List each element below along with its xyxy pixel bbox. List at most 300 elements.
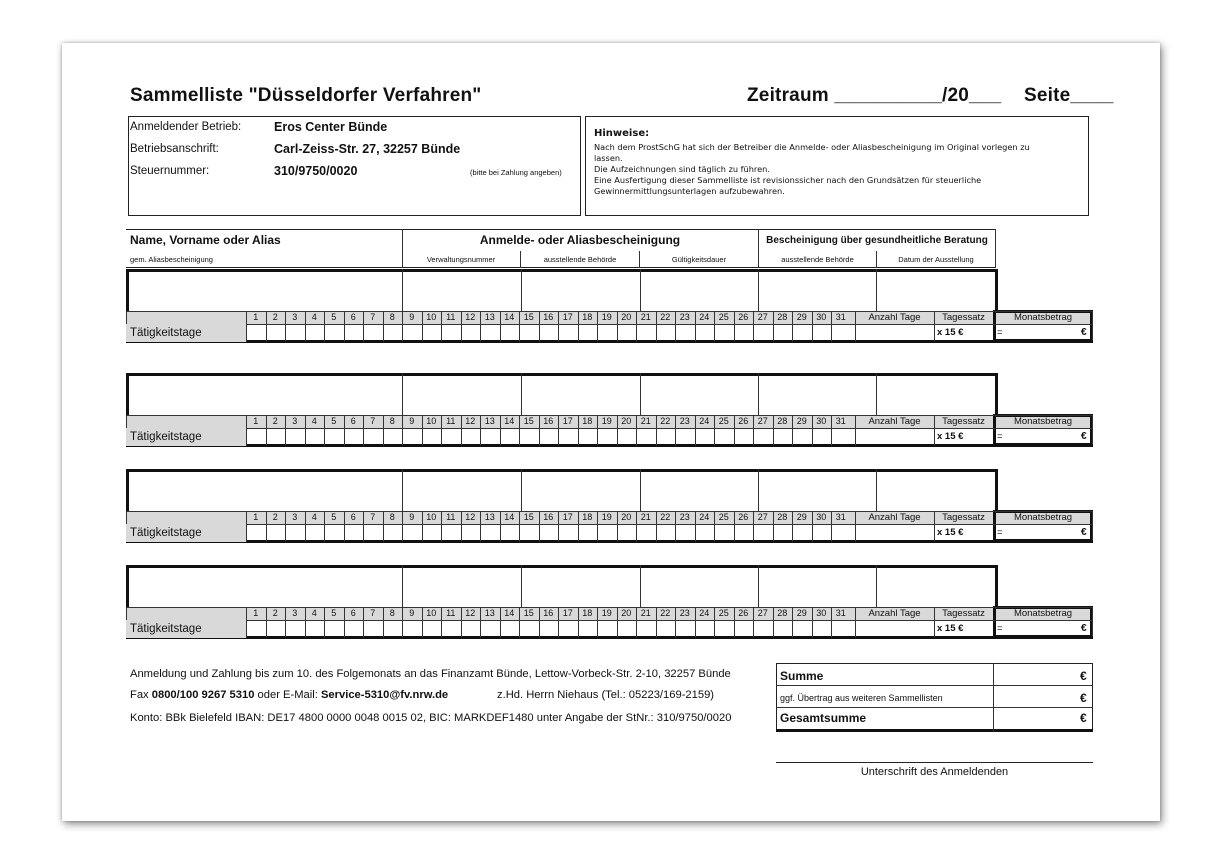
day-entry-cell[interactable] [267, 325, 285, 340]
day-entry-cell[interactable] [559, 525, 577, 540]
day-number: 15 [523, 608, 534, 618]
day-entry-cell[interactable] [735, 525, 753, 540]
totals-rule [776, 707, 1093, 708]
day-entry-cell[interactable] [579, 325, 597, 340]
day-number: 30 [816, 512, 827, 522]
day-number: 2 [272, 608, 278, 618]
day-number: 11 [446, 416, 456, 426]
day-entry-cell[interactable] [774, 325, 792, 340]
day-number: 19 [601, 312, 612, 322]
day-number: 13 [484, 512, 495, 522]
monatsbetrag-equals: = [997, 327, 1003, 338]
day-entry-cell[interactable] [754, 429, 772, 444]
entry-divider [640, 373, 641, 415]
day-entry-cell[interactable] [696, 325, 714, 340]
day-entry-cell[interactable] [364, 525, 382, 540]
day-number: 25 [718, 416, 729, 426]
totals-rule [776, 685, 1093, 686]
uebertrag-label: ggf. Übertrag aus weiteren Sammellisten [780, 693, 943, 703]
day-entry-cell[interactable] [462, 525, 480, 540]
day-entry-cell[interactable] [501, 525, 519, 540]
day-entry-cell[interactable] [618, 429, 636, 444]
day-number: 28 [777, 416, 788, 426]
day-entry-cell[interactable] [462, 429, 480, 444]
day-entry-cell[interactable] [754, 325, 772, 340]
header-beratung: Bescheinigung über gesundheitliche Beratung [766, 235, 988, 246]
day-number: 1 [253, 512, 259, 522]
day-entry-cell[interactable] [267, 621, 285, 636]
anzahl-tage-header: Anzahl Tage [868, 416, 921, 427]
day-number: 1 [253, 312, 259, 322]
day-entry-cell[interactable] [657, 621, 675, 636]
day-entry-cell[interactable] [247, 429, 265, 444]
day-number: 5 [331, 512, 337, 522]
day-entry-cell[interactable] [793, 525, 811, 540]
day-number: 22 [660, 312, 671, 322]
day-entry-cell[interactable] [793, 621, 811, 636]
entry-input-area[interactable] [126, 469, 998, 514]
day-entry-cell[interactable] [384, 325, 402, 340]
day-entry-cell[interactable] [598, 525, 616, 540]
day-entry-cell[interactable] [306, 525, 324, 540]
day-number: 25 [718, 312, 729, 322]
day-entry-cell[interactable] [754, 621, 772, 636]
day-number: 8 [389, 416, 395, 426]
day-entry-cell[interactable] [325, 525, 343, 540]
day-entry-cell[interactable] [423, 525, 441, 540]
day-number: 18 [582, 416, 593, 426]
day-number: 4 [311, 416, 317, 426]
tagessatz-value: x 15 € [937, 431, 964, 442]
day-entry-cell[interactable] [520, 429, 538, 444]
day-number: 19 [601, 608, 612, 618]
day-entry-cell[interactable] [501, 325, 519, 340]
day-number: 24 [699, 416, 710, 426]
day-number: 26 [738, 416, 749, 426]
day-entry-cell[interactable] [657, 325, 675, 340]
day-entry-cell[interactable] [774, 525, 792, 540]
day-number: 15 [523, 312, 534, 322]
page-title: Sammelliste "Düsseldorfer Verfahren" [130, 85, 482, 106]
day-entry-cell[interactable] [813, 325, 831, 340]
day-entry-cell[interactable] [520, 325, 538, 340]
day-entry-cell[interactable] [325, 621, 343, 636]
day-number: 13 [484, 416, 495, 426]
monatsbetrag-header: Monatsbetrag [1013, 512, 1073, 523]
entry-divider [876, 469, 877, 511]
day-entry-cell[interactable] [832, 325, 850, 340]
day-number: 26 [738, 512, 749, 522]
day-entry-cell[interactable] [813, 621, 831, 636]
day-number: 19 [601, 512, 612, 522]
day-entry-cell[interactable] [813, 429, 831, 444]
email-link[interactable]: Service-5310@fv.nrw.de [320, 689, 449, 701]
day-entry-cell[interactable] [559, 429, 577, 444]
day-entry-cell[interactable] [637, 429, 655, 444]
footer-contact-person: z.Hd. Herrn Niehaus (Tel.: 05223/169-2159) [497, 689, 715, 701]
day-number: 12 [465, 608, 476, 618]
day-entry-cell[interactable] [657, 429, 675, 444]
signature-line [776, 762, 1093, 763]
day-entry-cell[interactable] [423, 621, 441, 636]
header-name-sub: gem. Aliasbescheinigung [130, 255, 213, 264]
entry-divider [640, 469, 641, 511]
day-entry-cell[interactable] [774, 621, 792, 636]
day-entry-cell[interactable] [637, 525, 655, 540]
day-entry-cell[interactable] [403, 525, 421, 540]
hint-line: lassen. [594, 153, 623, 163]
monatsbetrag-currency: € [1081, 527, 1087, 538]
day-entry-cell[interactable] [618, 621, 636, 636]
day-number: 6 [350, 312, 356, 322]
gesamt-label: Gesamtsumme [780, 711, 867, 725]
day-entry-cell[interactable] [442, 525, 460, 540]
day-number: 6 [350, 512, 356, 522]
day-number: 31 [835, 416, 846, 426]
tagessatz-value: x 15 € [937, 623, 964, 634]
day-entry-cell[interactable] [345, 325, 363, 340]
gesamt-currency: € [1080, 711, 1087, 725]
header-verwaltung: Verwaltungsnummer [426, 255, 496, 264]
day-entry-cell[interactable] [462, 621, 480, 636]
day-entry-cell[interactable] [618, 525, 636, 540]
day-number: 1 [253, 608, 259, 618]
day-entry-cell[interactable] [559, 325, 577, 340]
uebertrag-currency: € [1080, 691, 1087, 705]
anzahl-tage-input[interactable] [857, 526, 932, 539]
day-entry-cell[interactable] [540, 525, 558, 540]
day-entry-cell[interactable] [501, 621, 519, 636]
anzahl-tage-header: Anzahl Tage [868, 512, 921, 523]
day-entry-cell[interactable] [345, 525, 363, 540]
header-anmelde: Anmelde- oder Aliasbescheinigung [479, 233, 681, 247]
hint-line: Nach dem ProstSchG hat sich der Betreiber die Anmelde- oder Aliasbescheinigung im Original vorlegen zu [594, 142, 1030, 152]
day-number: 21 [640, 416, 651, 426]
day-entry-cell[interactable] [579, 525, 597, 540]
day-number: 26 [738, 608, 749, 618]
entry-divider [640, 565, 641, 607]
day-number: 30 [816, 416, 827, 426]
day-number: 14 [504, 312, 515, 322]
hints-text [594, 142, 1084, 197]
day-entry-cell[interactable] [813, 525, 831, 540]
footer-konto: Konto: BBk Bielefeld IBAN: DE17 4800 0000 0048 0015 02, BIC: MARKDEF1480 unter Angabe der StNr.: 310/9750/0020 [130, 712, 732, 724]
day-entry-cell[interactable] [384, 621, 402, 636]
day-entry-cell[interactable] [559, 621, 577, 636]
day-entry-cell[interactable] [286, 325, 304, 340]
day-number: 9 [409, 312, 415, 322]
day-number: 14 [504, 416, 515, 426]
day-entry-cell[interactable] [442, 429, 460, 444]
day-number: 7 [370, 608, 376, 618]
day-entry-cell[interactable] [384, 525, 402, 540]
day-entry-cell[interactable] [735, 621, 753, 636]
day-number: 9 [409, 512, 415, 522]
day-entry-cell[interactable] [715, 525, 733, 540]
day-entry-cell[interactable] [540, 325, 558, 340]
day-entry-cell[interactable] [618, 325, 636, 340]
day-number: 18 [582, 312, 593, 322]
day-entry-cell[interactable] [364, 325, 382, 340]
monatsbetrag-header: Monatsbetrag [1013, 608, 1073, 619]
hint-line: Die Aufzeichnungen sind täglich zu führen. [594, 164, 770, 174]
activity-label: Tätigkeitstage [130, 527, 202, 539]
day-number: 17 [562, 512, 573, 522]
header-beratung-behoerde: ausstellende Behörde [781, 255, 854, 264]
header-divider [995, 229, 996, 268]
day-number: 16 [543, 416, 554, 426]
day-number: 23 [679, 512, 690, 522]
day-entry-cell[interactable] [306, 429, 324, 444]
entry-input-area[interactable] [126, 565, 998, 610]
monatsbetrag-equals: = [997, 623, 1003, 634]
day-number: 3 [292, 608, 298, 618]
activity-label: Tätigkeitstage [130, 431, 202, 443]
day-number: 22 [660, 512, 671, 522]
day-entry-cell[interactable] [676, 325, 694, 340]
label-steuer: Steuernummer: [130, 165, 210, 177]
block-bottom-rule [126, 444, 1093, 447]
day-entry-cell[interactable] [676, 621, 694, 636]
block-bottom-rule [126, 636, 1093, 639]
entry-divider [758, 565, 759, 607]
day-entry-cell[interactable] [423, 325, 441, 340]
day-number: 5 [331, 608, 337, 618]
summe-currency: € [1080, 669, 1087, 683]
day-entry-cell[interactable] [754, 525, 772, 540]
label-betrieb: Anmeldender Betrieb: [130, 121, 242, 133]
day-number: 24 [699, 608, 710, 618]
header-gueltig: Gültigkeitsdauer [671, 255, 727, 264]
day-entry-cell[interactable] [774, 429, 792, 444]
day-entry-cell[interactable] [735, 429, 753, 444]
page-number-field: Seite____ [1024, 85, 1114, 106]
header-top-rule [126, 229, 996, 230]
day-entry-cell[interactable] [715, 429, 733, 444]
monatsbetrag-equals: = [997, 431, 1003, 442]
day-number: 28 [777, 608, 788, 618]
entry-divider [758, 469, 759, 511]
day-number: 27 [757, 312, 768, 322]
block-bottom-rule [126, 340, 1093, 343]
day-number: 29 [796, 312, 807, 322]
day-number: 7 [370, 312, 376, 322]
monatsbetrag-equals: = [997, 527, 1003, 538]
day-entry-cell[interactable] [637, 621, 655, 636]
hint-line: Gewinnermittlungsunterlagen aufzubewahren. [594, 186, 785, 196]
entry-divider [521, 565, 522, 607]
day-entry-cell[interactable] [520, 621, 538, 636]
day-number: 6 [350, 608, 356, 618]
anzahl-tage-input[interactable] [857, 430, 932, 443]
entry-input-area[interactable] [126, 373, 998, 418]
day-number: 12 [465, 512, 476, 522]
day-entry-cell[interactable] [598, 621, 616, 636]
day-number: 5 [331, 416, 337, 426]
day-number: 20 [621, 608, 632, 618]
day-number: 31 [835, 608, 846, 618]
day-number: 5 [331, 312, 337, 322]
day-number: 4 [311, 312, 317, 322]
day-number: 28 [777, 512, 788, 522]
anzahl-tage-header: Anzahl Tage [868, 608, 921, 619]
day-entry-cell[interactable] [696, 429, 714, 444]
activity-label: Tätigkeitstage [130, 327, 202, 339]
day-entry-cell[interactable] [832, 621, 850, 636]
day-number: 20 [621, 312, 632, 322]
monatsbetrag-currency: € [1081, 327, 1087, 338]
entry-divider [402, 269, 403, 311]
value-betrieb: Eros Center Bünde [274, 120, 388, 134]
day-entry-cell[interactable] [579, 621, 597, 636]
day-entry-cell[interactable] [715, 325, 733, 340]
entry-divider [758, 373, 759, 415]
day-entry-cell[interactable] [403, 429, 421, 444]
day-number: 30 [816, 608, 827, 618]
entry-input-area[interactable] [126, 269, 998, 314]
day-entry-cell[interactable] [696, 525, 714, 540]
header-divider [876, 251, 877, 268]
day-number: 9 [409, 416, 415, 426]
day-entry-cell[interactable] [306, 621, 324, 636]
anzahl-tage-header: Anzahl Tage [868, 312, 921, 323]
fax-prefix: Fax [130, 689, 152, 701]
entry-divider [521, 469, 522, 511]
day-entry-cell[interactable] [832, 525, 850, 540]
day-entry-cell[interactable] [481, 525, 499, 540]
value-steuer: 310/9750/0020 [274, 164, 358, 178]
day-number: 22 [660, 608, 671, 618]
footer-contact [130, 689, 448, 701]
day-entry-cell[interactable] [267, 429, 285, 444]
day-entry-cell[interactable] [364, 621, 382, 636]
entry-divider [876, 373, 877, 415]
day-entry-cell[interactable] [501, 429, 519, 444]
day-number: 2 [272, 312, 278, 322]
day-entry-cell[interactable] [793, 325, 811, 340]
entry-divider [521, 373, 522, 415]
day-number: 7 [370, 512, 376, 522]
tagessatz-header: Tagessatz [942, 312, 985, 323]
day-entry-cell[interactable] [540, 621, 558, 636]
day-entry-cell[interactable] [637, 325, 655, 340]
value-anschrift: Carl-Zeiss-Str. 27, 32257 Bünde [274, 142, 461, 156]
day-entry-cell[interactable] [345, 621, 363, 636]
day-number: 29 [796, 608, 807, 618]
day-entry-cell[interactable] [325, 429, 343, 444]
day-entry-cell[interactable] [286, 429, 304, 444]
day-entry-cell[interactable] [286, 621, 304, 636]
day-number: 22 [660, 416, 671, 426]
day-number: 27 [757, 416, 768, 426]
day-entry-cell[interactable] [403, 621, 421, 636]
day-number: 9 [409, 608, 415, 618]
day-entry-cell[interactable] [267, 525, 285, 540]
day-number: 3 [292, 312, 298, 322]
day-entry-cell[interactable] [247, 525, 265, 540]
header-behoerde: ausstellende Behörde [543, 255, 617, 264]
day-number: 13 [484, 608, 495, 618]
entry-divider [402, 565, 403, 607]
day-entry-cell[interactable] [832, 429, 850, 444]
day-entry-cell[interactable] [423, 429, 441, 444]
day-number: 23 [679, 312, 690, 322]
tagessatz-value: x 15 € [937, 327, 964, 338]
day-number: 17 [562, 312, 573, 322]
header-divider [758, 229, 759, 268]
day-number: 21 [640, 608, 651, 618]
day-number: 16 [543, 608, 554, 618]
anzahl-tage-input[interactable] [857, 622, 932, 635]
day-entry-cell[interactable] [442, 621, 460, 636]
day-number: 25 [718, 608, 729, 618]
day-entry-cell[interactable] [481, 621, 499, 636]
day-entry-cell[interactable] [676, 429, 694, 444]
summe-label: Summe [780, 669, 824, 683]
day-entry-cell[interactable] [384, 429, 402, 444]
entry-divider [402, 469, 403, 511]
entry-divider [876, 565, 877, 607]
day-entry-cell[interactable] [715, 621, 733, 636]
anzahl-tage-input[interactable] [857, 326, 932, 339]
day-entry-cell[interactable] [325, 325, 343, 340]
day-number: 15 [523, 512, 534, 522]
day-entry-cell[interactable] [462, 325, 480, 340]
footer-line1: Anmeldung und Zahlung bis zum 10. des Folgemonats an das Finanzamt Bünde, Lettow-Vorbeck-Str. 2-10, 32257 Bünde [130, 668, 731, 680]
label-anschrift: Betriebsanschrift: [130, 143, 219, 155]
activity-label: Tätigkeitstage [130, 623, 202, 635]
day-entry-cell[interactable] [676, 525, 694, 540]
day-number: 1 [253, 416, 259, 426]
signature-label: Unterschrift des Anmeldenden [860, 766, 1009, 778]
day-entry-cell[interactable] [735, 325, 753, 340]
day-entry-cell[interactable] [598, 325, 616, 340]
day-entry-cell[interactable] [442, 325, 460, 340]
day-entry-cell[interactable] [403, 325, 421, 340]
day-number: 3 [292, 416, 298, 426]
block-bottom-rule [126, 540, 1093, 543]
day-entry-cell[interactable] [657, 525, 675, 540]
day-entry-cell[interactable] [793, 429, 811, 444]
day-entry-cell[interactable] [247, 325, 265, 340]
day-entry-cell[interactable] [598, 429, 616, 444]
day-number: 31 [835, 312, 846, 322]
day-number: 7 [370, 416, 376, 426]
day-entry-cell[interactable] [520, 525, 538, 540]
day-entry-cell[interactable] [345, 429, 363, 444]
tagessatz-header: Tagessatz [942, 608, 985, 619]
day-number: 13 [484, 312, 495, 322]
day-entry-cell[interactable] [696, 621, 714, 636]
tagessatz-header: Tagessatz [942, 512, 985, 523]
day-entry-cell[interactable] [364, 429, 382, 444]
day-entry-cell[interactable] [540, 429, 558, 444]
day-entry-cell[interactable] [247, 621, 265, 636]
day-entry-cell[interactable] [306, 325, 324, 340]
header-divider [520, 251, 521, 268]
day-entry-cell[interactable] [286, 525, 304, 540]
fax-number: 0800/100 9267 5310 [151, 689, 255, 701]
header-name: Name, Vorname oder Alias [130, 233, 281, 247]
day-number: 16 [543, 512, 554, 522]
day-number: 11 [446, 312, 456, 322]
day-entry-cell[interactable] [481, 325, 499, 340]
hint-line: Eine Ausfertigung dieser Sammelliste ist revisionssicher nach den Grundsätzen für steuerliche [594, 175, 982, 185]
hints-title: Hinweise: [594, 128, 650, 139]
day-entry-cell[interactable] [481, 429, 499, 444]
day-entry-cell[interactable] [579, 429, 597, 444]
day-number: 10 [426, 608, 437, 618]
